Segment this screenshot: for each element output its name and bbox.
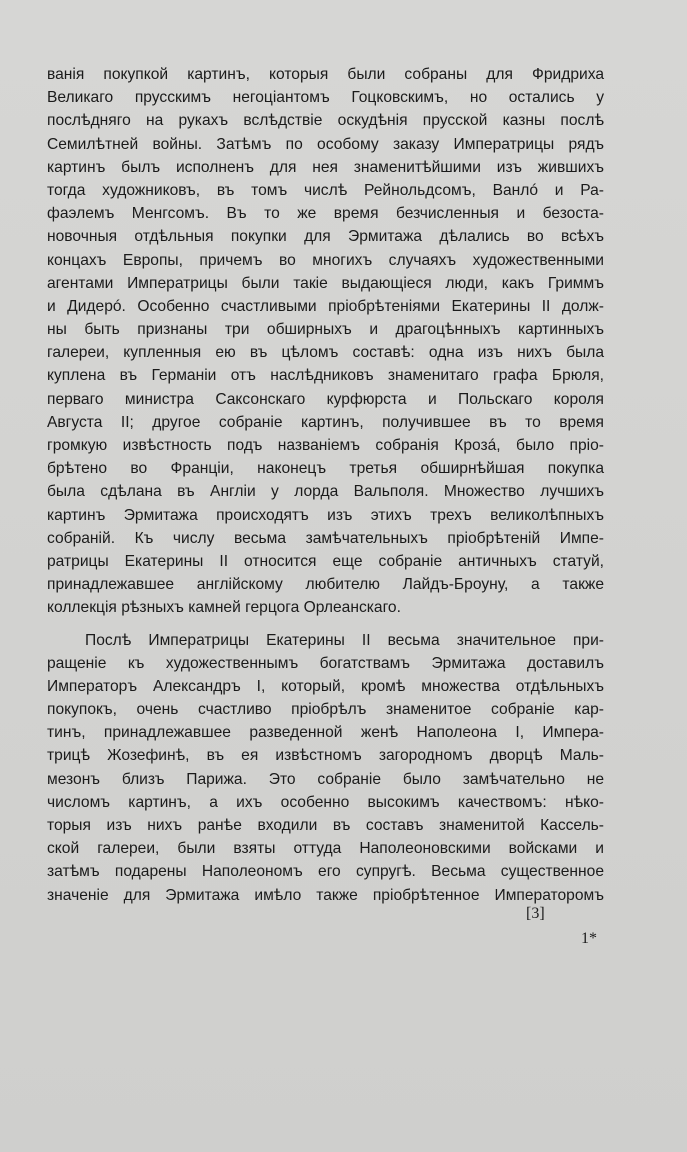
text-line: покупокъ, очень счастливо пріобрѣлъ знаменитое собраніе кар-	[47, 701, 604, 719]
text-line: перваго министра Саксонскаго курфюрста и Польскаго короля	[47, 390, 604, 408]
text-line: ращеніе къ художественнымъ богатствамъ Эрмитажа доставилъ	[47, 654, 604, 672]
text-line: собраній. Къ числу весьма замѣчательныхъ пріобрѣтеній Импе-	[47, 529, 604, 547]
text-line: ны быть признаны три обширныхъ и драгоцѣнныхъ картинныхъ	[47, 321, 604, 339]
paragraph-2	[47, 629, 604, 907]
text-line: затѣмъ подарены Наполеономъ его супругѣ. Весьма существенное	[47, 863, 604, 881]
text-line: куплена въ Германіи отъ наслѣдниковъ знаменитаго графа Брюля,	[47, 367, 604, 385]
text-line: картинъ Эрмитажа происходятъ изъ этихъ трехъ великолѣпныхъ	[47, 506, 604, 524]
text-line: трицѣ Жозефинѣ, въ ея извѣстномъ загородномъ дворцѣ Маль-	[47, 747, 604, 765]
paragraph-gap	[47, 620, 604, 629]
text-line: фаэлемъ Менгсомъ. Въ то же время безчисленныя и безоста-	[47, 205, 604, 223]
text-line: тогда художниковъ, въ томъ числѣ Рейнольдсомъ, Ванлó и Ра-	[47, 181, 604, 199]
text-line: Послѣ Императрицы Екатерины II весьма значительное при-	[85, 631, 604, 649]
text-line: брѣтено во Франціи, наконецъ третья обширнѣйшая покупка	[47, 460, 604, 478]
text-line: торыя изъ нихъ ранѣе входили въ составъ знаменитой Кассель-	[47, 817, 604, 834]
paragraph-1	[47, 63, 604, 620]
text-line: числомъ картинъ, а ихъ особенно высокимъ качествомъ: нѣко-	[47, 793, 604, 811]
text-line: и Дидерó. Особенно счастливыми пріобрѣтеніями Екатерины II долж-	[47, 297, 604, 315]
text-line: мезонъ близъ Парижа. Это собраніе было замѣчательно не	[47, 770, 604, 788]
page-number: [3]	[526, 905, 545, 922]
signature-mark: 1*	[581, 930, 597, 947]
text-line: Августа II; другое собраніе картинъ, получившее въ то время	[47, 413, 604, 431]
text-line: коллекція рѣзныхъ камней герцога Орлеанскаго.	[47, 599, 401, 617]
text-line: ратрицы Екатерины II относится еще собраніе античныхъ статуй,	[47, 552, 604, 570]
text-line: ванія покупкой картинъ, которыя были собраны для Фридриха	[47, 66, 604, 83]
text-line: Императоръ Александръ I, который, кромѣ множества отдѣльныхъ	[47, 677, 604, 695]
text-line: агентами Императрицы были такіе выдающіеся люди, какъ Гриммъ	[47, 274, 604, 292]
text-line: принадлежавшее англійскому любителю Лайдъ-Броуну, а также	[47, 576, 604, 594]
text-line: новочныя отдѣльныя покупки для Эрмитажа дѣлались во всѣхъ	[47, 228, 604, 246]
body-text	[47, 63, 604, 907]
text-line: значеніе для Эрмитажа имѣло также пріобрѣтенное Императоромъ	[47, 886, 604, 904]
text-line: была сдѣлана въ Англіи у лорда Вальполя. Множество лучшихъ	[47, 483, 604, 501]
text-line: концахъ Европы, причемъ во многихъ случаяхъ художественными	[47, 251, 604, 269]
text-line: галереи, купленныя ею въ цѣломъ составѣ: одна изъ нихъ была	[47, 344, 604, 362]
text-line: ской галереи, были взяты оттуда Наполеоновскими войсками и	[47, 840, 604, 858]
text-line: громкую извѣстность подъ названіемъ собранія Крозá, было пріо-	[47, 437, 604, 454]
text-line: послѣдняго на рукахъ вслѣдствіе оскудѣнія прусской казны послѣ	[47, 112, 604, 130]
text-line: тинъ, принадлежавшее разведенной женѣ Наполеона I, Импера-	[47, 724, 604, 742]
text-line: Семилѣтней войны. Затѣмъ по особому заказу Императрицы рядъ	[47, 135, 604, 153]
text-line: Великаго прусскимъ негоціантомъ Гоцковскимъ, но остались у	[47, 89, 604, 107]
text-line: картинъ былъ исполненъ для нея знаменитѣйшими изъ жившихъ	[47, 158, 604, 176]
